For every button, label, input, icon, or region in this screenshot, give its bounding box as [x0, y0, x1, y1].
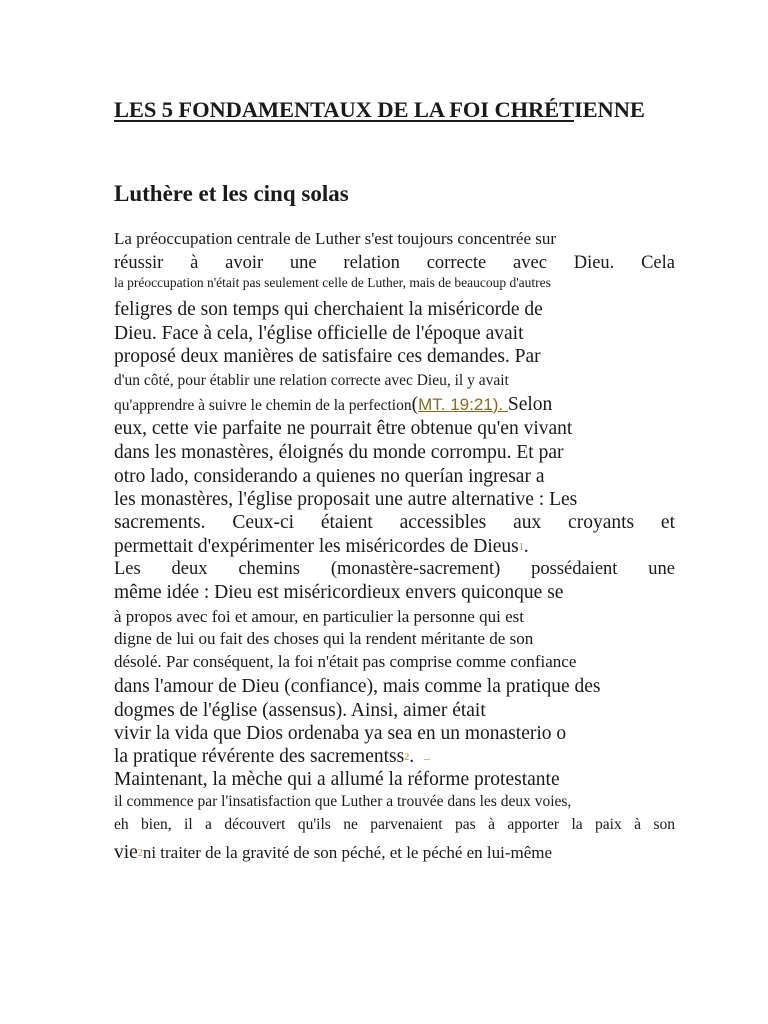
paragraph-line: Dieu. Face à cela, l'église officielle de l'époque avait: [114, 323, 524, 344]
paragraph-line: Maintenant, la mèche qui a allumé la réforme protestante: [114, 769, 560, 790]
paragraph-line: La préoccupation centrale de Luther s'est toujours concentrée sur: [114, 229, 557, 248]
line-text: vie: [114, 842, 138, 863]
paragraph-line: d'un côté, pour établir une relation correcte avec Dieu, il y avait: [114, 372, 509, 389]
ref-paren: (: [411, 394, 419, 415]
line-text: .: [409, 746, 415, 767]
paragraph-line-with-footnote: [114, 746, 430, 768]
paragraph-line: désolé. Par conséquent, la foi n'était pas comprise comme confiance: [114, 652, 577, 671]
paragraph-line: à propos avec foi et amour, en particulier la personne qui est: [114, 607, 525, 626]
line-text: ni traiter de la gravité de son péché, et le péché en lui-même: [142, 843, 553, 862]
paragraph-line: eux, cette vie parfaite ne pourrait être obtenue qu'en vivant: [114, 418, 573, 439]
paragraph-line-with-reference: [114, 394, 552, 416]
line-text: Selon: [507, 394, 553, 415]
line-text: permettait d'expérimenter les miséricordes de Dieus: [114, 536, 519, 557]
document-title: [114, 97, 645, 123]
paragraph-line: Les deux chemins (monastère-sacrement) possédaient une: [114, 559, 675, 579]
paragraph-line-with-footnote: [114, 536, 529, 558]
line-text: .: [523, 536, 529, 557]
paragraph-line-with-footnote: [114, 842, 552, 864]
paragraph-line: eh bien, il a découvert qu'ils ne parvenaient pas à apporter la paix à son: [114, 816, 675, 833]
paragraph-line: réussir à avoir une relation correcte avec Dieu. Cela: [114, 253, 675, 273]
paragraph-line: proposé deux manières de satisfaire ces demandes. Par: [114, 346, 541, 367]
paragraph-line: otro lado, considerando a quienes no querían ingresar a: [114, 466, 545, 487]
paragraph-line: feligres de son temps qui cherchaient la miséricorde de: [114, 299, 543, 320]
paragraph-line: même idée : Dieu est miséricordieux envers quiconque se: [114, 582, 564, 603]
paragraph-line: dans l'amour de Dieu (confiance), mais comme la pratique des: [114, 676, 601, 697]
scripture-reference-link[interactable]: MT. 19:21: [418, 395, 493, 414]
paragraph-line: les monastères, l'église proposait une autre alternative : Les: [114, 489, 578, 510]
section-heading: Luthère et les cinq solas: [114, 181, 349, 206]
paragraph-line: la préoccupation n'était pas seulement celle de Luther, mais de beaucoup d'autres: [114, 275, 551, 290]
document-title-underlined: LES 5 FONDAMENTAUX DE LA FOI CHRÉT: [114, 97, 574, 122]
document-title-tail: IENNE: [573, 97, 645, 122]
line-text: qu'apprendre à suivre le chemin de la perfection: [114, 397, 412, 414]
paragraph-line: dans les monastères, éloignés du monde corrompu. Et par: [114, 442, 564, 463]
paragraph-line: dogmes de l'église (assensus). Ainsi, aimer était: [114, 700, 486, 721]
dash-marker: –: [423, 751, 430, 765]
paragraph-line: digne de lui ou fait des choses qui la rendent méritante de son: [114, 629, 534, 648]
paragraph-line: sacrements. Ceux-ci étaient accessibles aux croyants et: [114, 512, 675, 533]
footnote-marker[interactable]: 1: [518, 542, 524, 553]
footnote-marker[interactable]: 2: [404, 752, 410, 763]
scripture-reference-tail: ).: [492, 395, 508, 414]
footnote-marker[interactable]: 2: [137, 848, 143, 859]
paragraph-line: vivir la vida que Dios ordenaba ya sea en un monasterio o: [114, 723, 567, 744]
line-text: la pratique révérente des sacrementss: [114, 746, 405, 767]
paragraph-line: il commence par l'insatisfaction que Luther a trouvée dans les deux voies,: [114, 793, 572, 810]
